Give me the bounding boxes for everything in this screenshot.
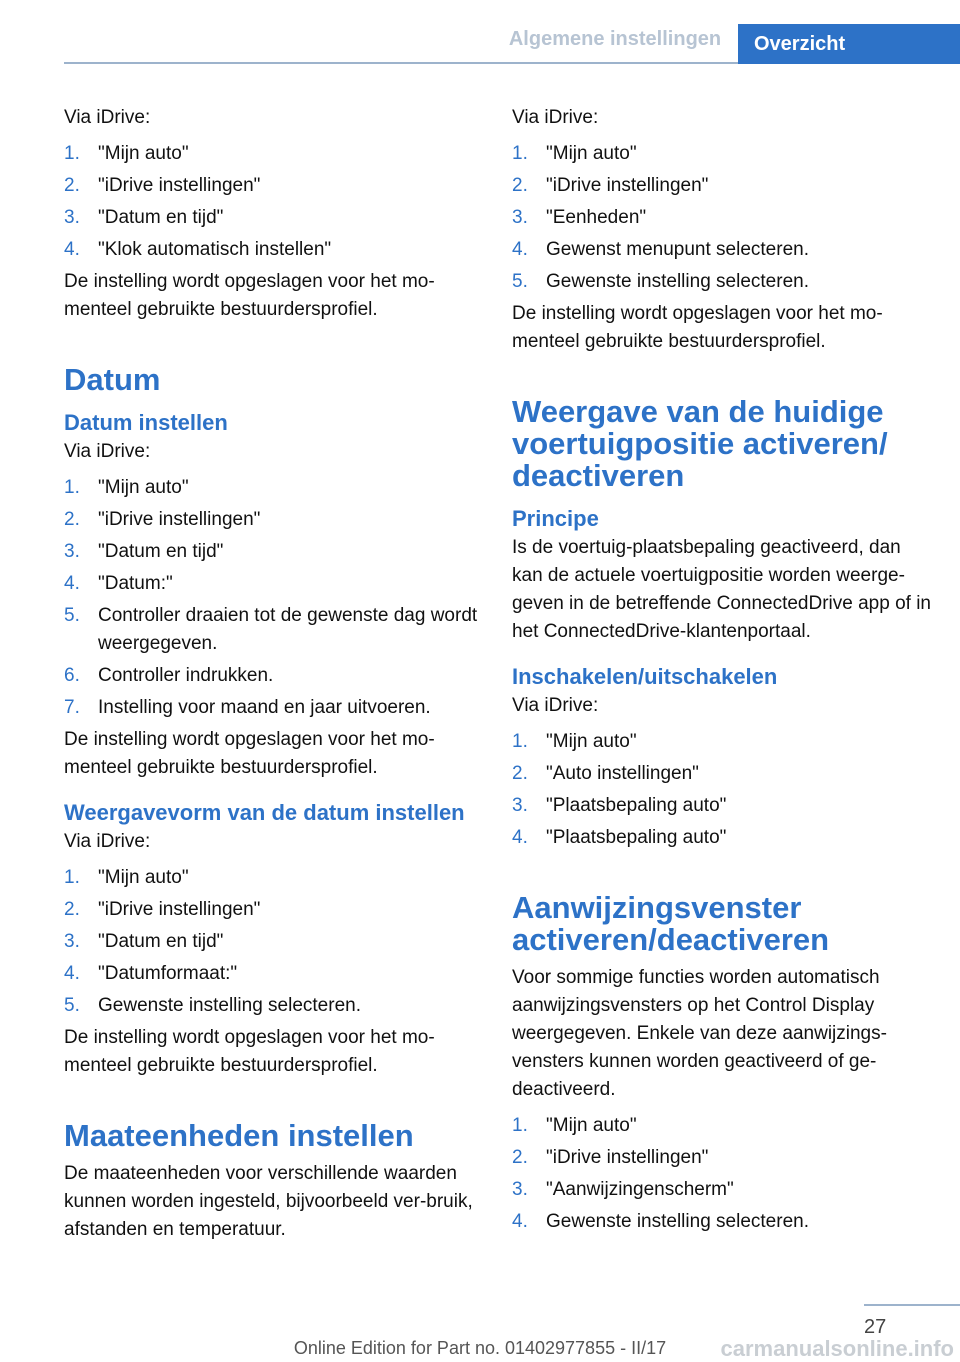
intro-text: Via iDrive: (64, 107, 151, 128)
steps-list (64, 140, 484, 264)
list-item-text: "Mijn auto" (546, 1115, 637, 1136)
list-item (64, 694, 484, 722)
list-item (512, 204, 932, 232)
list-item-number: 5. (64, 605, 80, 626)
list-item-text: Gewenste instelling selecteren. (546, 271, 809, 292)
list-item-number: 1. (64, 867, 80, 888)
list-item-text: "iDrive instellingen" (98, 175, 261, 196)
header-section-label: Algemene instellingen (508, 28, 722, 50)
list-item-text: "Klok automatisch instellen" (98, 239, 332, 260)
list-item-number: 2. (512, 1147, 528, 1168)
list-item-number: 4. (512, 1211, 528, 1232)
list-item-text: "Auto instellingen" (546, 763, 699, 784)
list-item-text: "iDrive instellingen" (98, 899, 261, 920)
note-text: De instelling wordt opgeslagen voor het mo-menteel gebruikte bestuurdersprofiel. (64, 1027, 435, 1076)
steps-list (64, 474, 484, 722)
list-item-text: "Datum en tijd" (98, 207, 224, 228)
list-item-number: 4. (512, 239, 528, 260)
list-item-text: "Mijn auto" (98, 867, 189, 888)
list-item-text: Gewenst menupunt selecteren. (546, 239, 809, 260)
list-item-number: 5. (64, 995, 80, 1016)
list-item-number: 2. (64, 899, 80, 920)
page-header (0, 0, 960, 64)
left-column (64, 104, 484, 1244)
list-item (512, 268, 932, 296)
list-item-number: 3. (512, 1179, 528, 1200)
heading-weergave-voertuigpositie: Weergave van de huidige voertuigpositie activeren/ deactiveren (512, 394, 888, 493)
subheading-datum-instellen: Datum instellen (64, 410, 228, 435)
heading-datum: Datum (64, 362, 161, 397)
list-item (512, 236, 932, 264)
list-item (64, 960, 484, 988)
list-item-number: 4. (512, 827, 528, 848)
list-item-text: "iDrive instellingen" (546, 175, 709, 196)
list-item-text: "iDrive instellingen" (98, 509, 261, 530)
list-item (64, 992, 484, 1020)
list-item-number: 4. (64, 573, 80, 594)
list-item-number: 1. (64, 477, 80, 498)
list-item-number: 4. (64, 239, 80, 260)
list-item-text: "Mijn auto" (98, 477, 189, 498)
list-item (512, 1208, 932, 1236)
list-item (64, 602, 484, 658)
list-item (512, 140, 932, 168)
list-item (64, 928, 484, 956)
list-item (64, 570, 484, 598)
list-item (64, 474, 484, 502)
list-item-number: 7. (64, 697, 80, 718)
list-item (64, 204, 484, 232)
list-item-number: 2. (512, 175, 528, 196)
note-text: De instelling wordt opgeslagen voor het mo-menteel gebruikte bestuurdersprofiel. (64, 271, 435, 320)
list-item-number: 2. (64, 175, 80, 196)
subheading-principe: Principe (512, 506, 599, 531)
list-item-text: "Datum en tijd" (98, 931, 224, 952)
list-item-number: 1. (512, 1115, 528, 1136)
list-item-number: 3. (64, 207, 80, 228)
list-item-text: "Eenheden" (546, 207, 647, 228)
list-item (512, 1112, 932, 1140)
list-item-text: "Mijn auto" (546, 731, 637, 752)
header-tab-overzicht: Overzicht (738, 24, 960, 64)
list-item-text: "Plaatsbepaling auto" (546, 827, 727, 848)
list-item-text: "iDrive instellingen" (546, 1147, 709, 1168)
list-item (64, 172, 484, 200)
list-item (64, 506, 484, 534)
list-item-number: 3. (64, 541, 80, 562)
list-item (512, 172, 932, 200)
list-item-number: 5. (512, 271, 528, 292)
list-item (64, 140, 484, 168)
list-item-text: Controller indrukken. (98, 665, 274, 686)
page-number: 27 (864, 1316, 887, 1338)
subheading-weergavevorm: Weergavevorm van de datum instellen (64, 800, 465, 825)
steps-list (512, 140, 932, 296)
maateenheden-text: De maateenheden voor verschillende waarden kunnen worden ingesteld, bijvoorbeeld ver-bruik, afstanden en temperatuur. (64, 1163, 473, 1240)
note-text: De instelling wordt opgeslagen voor het mo-menteel gebruikte bestuurdersprofiel. (512, 303, 883, 352)
list-item-text: "Mijn auto" (98, 143, 189, 164)
list-item-number: 3. (64, 931, 80, 952)
via-text: Via iDrive: (512, 695, 599, 716)
note-text: De instelling wordt opgeslagen voor het mo-menteel gebruikte bestuurdersprofiel. (64, 729, 435, 778)
list-item (512, 760, 932, 788)
list-item-text: Instelling voor maand en jaar uitvoeren. (98, 697, 431, 718)
list-item (64, 538, 484, 566)
aanwijzing-text: Voor sommige functies worden automatisch aanwijzingsvensters op het Control Display weergegeven. Enkele van deze aanwijzings-vensters kunnen worden geactiveerd of ge-deactiveerd. (512, 967, 887, 1100)
watermark-logo: carmanualsonline.info (720, 1336, 954, 1361)
intro-text: Via iDrive: (512, 107, 599, 128)
list-item-number: 4. (64, 963, 80, 984)
right-column (512, 104, 932, 1240)
edition-line: Online Edition for Part no. 01402977855 - II/17 (293, 1338, 667, 1358)
list-item-number: 3. (512, 795, 528, 816)
list-item-text: "Aanwijzingenscherm" (546, 1179, 734, 1200)
list-item-text: "Plaatsbepaling auto" (546, 795, 727, 816)
list-item-number: 1. (64, 143, 80, 164)
steps-list (512, 728, 932, 852)
list-item-text: "Datum en tijd" (98, 541, 224, 562)
list-item-number: 2. (64, 509, 80, 530)
list-item (512, 1176, 932, 1204)
list-item (512, 792, 932, 820)
list-item (64, 896, 484, 924)
list-item-text: "Mijn auto" (546, 143, 637, 164)
list-item (64, 662, 484, 690)
list-item-number: 2. (512, 763, 528, 784)
footer-rule (864, 1304, 960, 1306)
steps-list (64, 864, 484, 1020)
via-text: Via iDrive: (64, 441, 151, 462)
principe-text: Is de voertuig-plaatsbepaling geactiveerd, dan kan de actuele voertuigpositie worden weerge-geven in de betreffende ConnectedDrive app of in het ConnectedDrive-klantenportaal. (512, 537, 932, 642)
list-item-text: Gewenste instelling selecteren. (546, 1211, 809, 1232)
list-item-number: 1. (512, 143, 528, 164)
list-item (64, 864, 484, 892)
subheading-inschakelen: Inschakelen/uitschakelen (512, 664, 778, 689)
heading-maateenheden: Maateenheden instellen (64, 1118, 414, 1153)
list-item-number: 3. (512, 207, 528, 228)
list-item-text: "Datum:" (98, 573, 173, 594)
list-item (512, 728, 932, 756)
list-item (512, 824, 932, 852)
steps-list (512, 1112, 932, 1236)
via-text: Via iDrive: (64, 831, 151, 852)
list-item-number: 1. (512, 731, 528, 752)
list-item-text: Controller draaien tot de gewenste dag wordt weergegeven. (98, 605, 478, 654)
list-item (512, 1144, 932, 1172)
heading-aanwijzingsvenster: Aanwijzingsvenster activeren/deactiveren (512, 890, 830, 957)
list-item (64, 236, 484, 264)
list-item-number: 6. (64, 665, 80, 686)
list-item-text: Gewenste instelling selecteren. (98, 995, 361, 1016)
list-item-text: "Datumformaat:" (98, 963, 238, 984)
